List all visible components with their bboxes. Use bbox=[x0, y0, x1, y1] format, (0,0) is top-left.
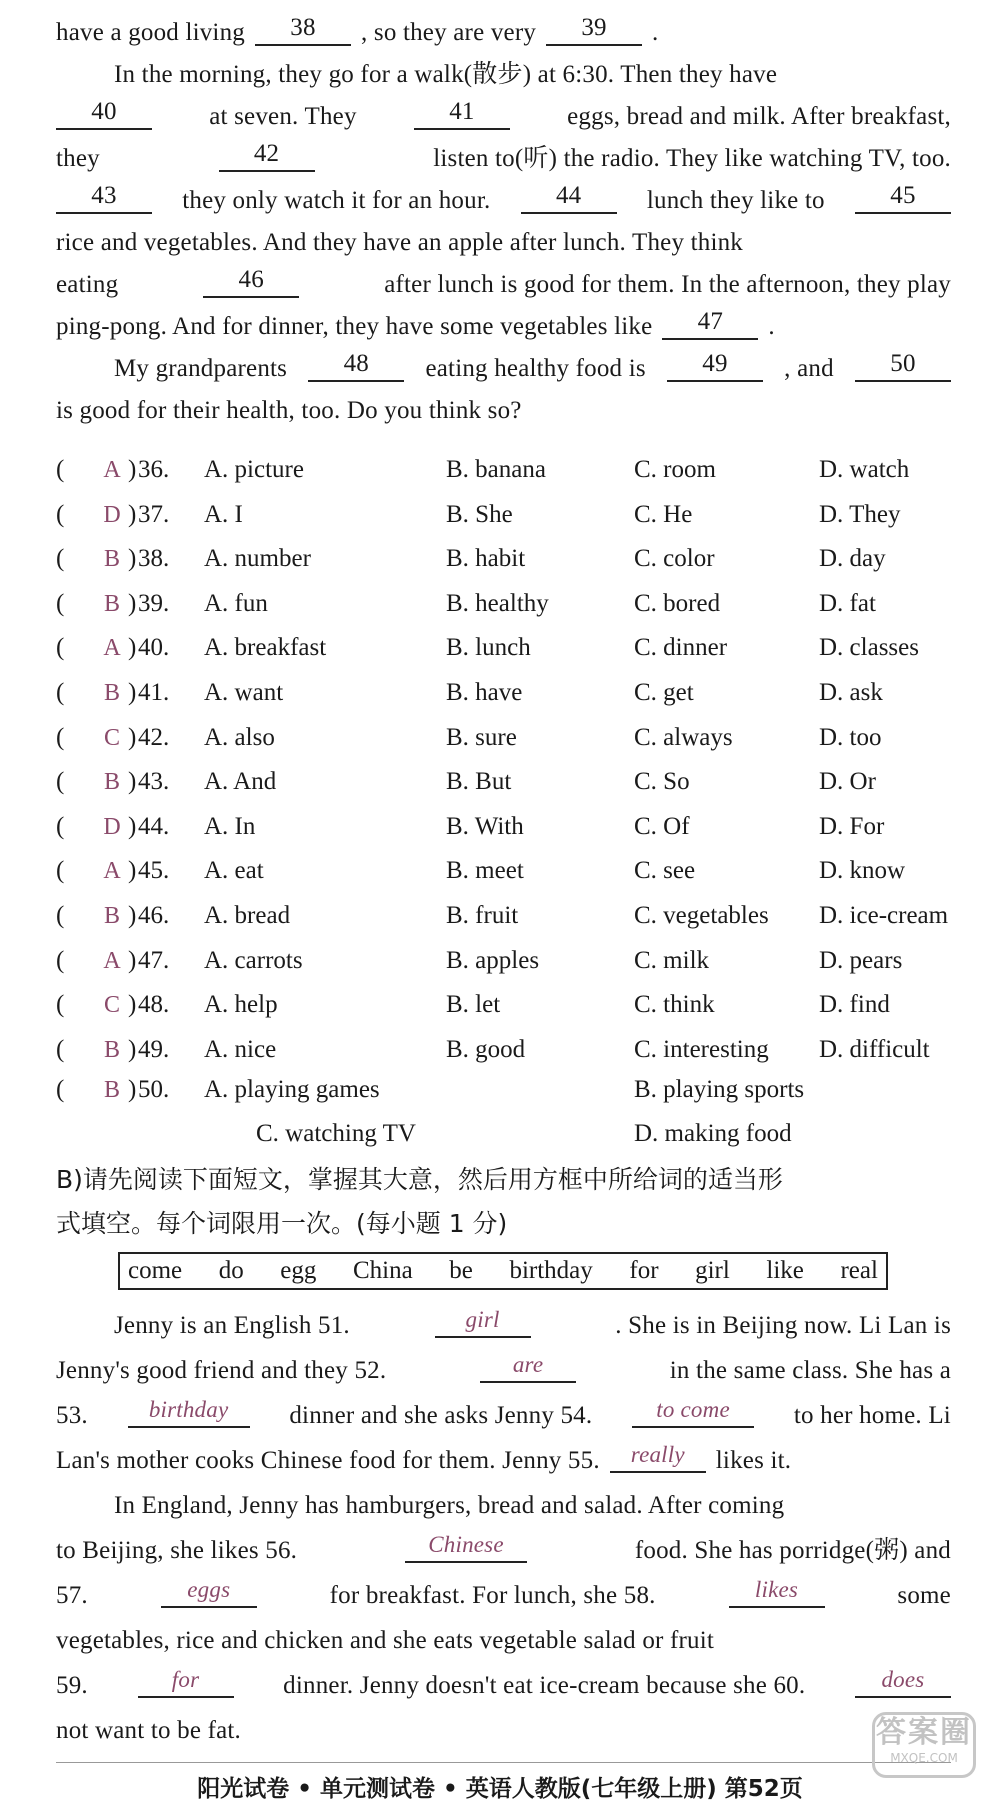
paren-close: ) bbox=[128, 991, 137, 1019]
paren-open: ( bbox=[56, 1035, 65, 1063]
option-c: C. So bbox=[634, 768, 690, 796]
text: they bbox=[56, 145, 100, 172]
question-number: 41. bbox=[138, 679, 170, 706]
word-bank-item: like bbox=[766, 1257, 804, 1284]
option-b: B. meet bbox=[446, 857, 524, 885]
option-d: D. watch bbox=[819, 456, 910, 483]
option-a: A. fun bbox=[204, 589, 268, 617]
blank-number: 45 bbox=[890, 182, 916, 209]
option-c: C. color bbox=[634, 545, 715, 573]
blank-58 bbox=[729, 1574, 825, 1608]
question-number: 46. bbox=[138, 902, 170, 929]
text: dinner. Jenny doesn't eat ice-cream because she 60. bbox=[283, 1672, 806, 1699]
question-row bbox=[56, 671, 956, 715]
text: rice and vegetables. And they have an apple after lunch. They think bbox=[56, 229, 743, 256]
blank-number: 38 bbox=[290, 14, 316, 41]
option-d: D. For bbox=[819, 812, 885, 840]
option-c: C. watching TV bbox=[256, 1120, 416, 1147]
word-bank-item: real bbox=[840, 1257, 878, 1284]
option-c: C. vegetables bbox=[634, 902, 769, 929]
option-c: C. always bbox=[634, 723, 733, 751]
question-row bbox=[56, 1028, 956, 1072]
text: to her home. Li bbox=[793, 1402, 951, 1429]
option-b: B. sure bbox=[446, 723, 517, 751]
question-number: 49. bbox=[138, 1035, 170, 1063]
answer-mark: A bbox=[103, 947, 121, 974]
question-row bbox=[56, 716, 956, 760]
passage-a-line-4 bbox=[56, 138, 951, 180]
question-row bbox=[56, 849, 956, 893]
option-b: B. fruit bbox=[446, 902, 519, 929]
option-d: D. pears bbox=[819, 946, 903, 974]
option-a: A. carrots bbox=[204, 946, 303, 974]
blank-number: 42 bbox=[253, 140, 280, 167]
paren-close: ) bbox=[128, 634, 137, 662]
paren-close: ) bbox=[128, 812, 137, 840]
blank-number: 44 bbox=[555, 182, 582, 209]
question-row bbox=[56, 493, 956, 537]
option-a: A. playing games bbox=[204, 1076, 380, 1103]
text: Lan's mother cooks Chinese food for them. Jenny 55. bbox=[56, 1447, 600, 1474]
option-d: D. find bbox=[819, 991, 890, 1019]
answer-mark: B bbox=[103, 546, 120, 573]
text: is good for their health, too. Do you think so? bbox=[56, 397, 522, 424]
text: My grandparents bbox=[114, 355, 288, 382]
option-a: A. picture bbox=[204, 456, 304, 483]
blank-52 bbox=[480, 1349, 576, 1383]
paren-open: ( bbox=[56, 723, 65, 751]
paren-close: ) bbox=[128, 857, 137, 885]
paren-close: ) bbox=[128, 1076, 137, 1103]
text: likes it. bbox=[715, 1447, 792, 1474]
text: in the same class. She has a bbox=[669, 1357, 951, 1384]
paren-open: ( bbox=[56, 589, 65, 617]
option-b: B. habit bbox=[446, 545, 526, 573]
question-number: 44. bbox=[138, 812, 170, 840]
blank-60 bbox=[855, 1664, 951, 1698]
watermark-logo bbox=[872, 1712, 976, 1778]
text: dinner and she asks Jenny 54. bbox=[289, 1402, 593, 1429]
option-b: B. But bbox=[446, 768, 512, 796]
option-b: B. good bbox=[446, 1035, 526, 1063]
text: listen to(听) the radio. They like watching TV, too. bbox=[433, 145, 951, 172]
blank-59 bbox=[138, 1664, 234, 1698]
passage-a-line-9 bbox=[56, 348, 951, 390]
word-bank-item: birthday bbox=[509, 1257, 593, 1284]
blank-53 bbox=[128, 1394, 250, 1428]
word-bank-item: China bbox=[352, 1257, 413, 1284]
question-number: 50. bbox=[138, 1076, 170, 1103]
handwritten-answer: really bbox=[630, 1442, 685, 1467]
option-b: B. With bbox=[446, 812, 524, 840]
question-number: 43. bbox=[138, 768, 170, 796]
option-b: B. She bbox=[446, 500, 513, 528]
paren-open: ( bbox=[56, 946, 65, 974]
option-d: D. day bbox=[819, 545, 886, 573]
footer-divider bbox=[56, 1762, 951, 1763]
paren-open: ( bbox=[56, 545, 65, 573]
text: 53. bbox=[56, 1402, 88, 1429]
question-50-line-2 bbox=[56, 1112, 956, 1156]
question-number: 40. bbox=[138, 634, 170, 662]
answer-mark: A bbox=[103, 457, 121, 483]
blank-number: 48 bbox=[343, 350, 369, 377]
answer-mark: A bbox=[103, 635, 121, 662]
option-c: C. interesting bbox=[634, 1035, 769, 1063]
option-d: D. too bbox=[819, 723, 882, 751]
answer-mark: B bbox=[103, 903, 120, 929]
word-bank-box bbox=[118, 1252, 888, 1290]
option-a: A. And bbox=[204, 768, 277, 796]
handwritten-answer: likes bbox=[754, 1577, 799, 1602]
passage-a-line-2 bbox=[56, 54, 951, 96]
blank-47 bbox=[662, 306, 758, 340]
paren-open: ( bbox=[56, 857, 65, 885]
text: , and bbox=[784, 355, 834, 382]
question-number: 48. bbox=[138, 991, 170, 1019]
answer-mark: B bbox=[103, 769, 120, 796]
passage-a-line-6 bbox=[56, 222, 951, 264]
question-number: 47. bbox=[138, 946, 170, 974]
text: 59. bbox=[56, 1672, 88, 1699]
paren-open: ( bbox=[56, 902, 65, 929]
text: , so they are very bbox=[360, 19, 537, 46]
text: to Beijing, she likes 56. bbox=[56, 1537, 298, 1564]
question-number: 39. bbox=[138, 589, 170, 617]
option-c: C. see bbox=[634, 857, 696, 885]
text: they only watch it for an hour. bbox=[182, 187, 491, 214]
word-bank-item: girl bbox=[695, 1257, 730, 1284]
paren-close: ) bbox=[128, 902, 137, 929]
passage-a-line-3 bbox=[56, 96, 951, 138]
text: In the morning, they go for a walk(散步) at 6:30. Then they have bbox=[114, 61, 778, 88]
blank-46 bbox=[203, 264, 299, 298]
paren-open: ( bbox=[56, 1076, 65, 1103]
option-c: C. room bbox=[634, 456, 716, 483]
text: 57. bbox=[56, 1582, 88, 1609]
option-a: A. nice bbox=[204, 1035, 277, 1063]
question-row bbox=[56, 939, 956, 983]
paren-open: ( bbox=[56, 991, 65, 1019]
text: ping-pong. And for dinner, they have some vegetables like bbox=[56, 313, 653, 340]
option-c: C. get bbox=[634, 679, 694, 706]
blank-number: 39 bbox=[581, 14, 607, 41]
blank-number: 49 bbox=[702, 350, 728, 377]
option-c: C. dinner bbox=[634, 634, 728, 662]
answer-mark: D bbox=[103, 813, 121, 840]
text: have a good living bbox=[56, 19, 245, 46]
option-b: B. lunch bbox=[446, 634, 531, 662]
blank-number: 50 bbox=[890, 350, 916, 377]
option-d: D. Or bbox=[819, 768, 876, 796]
text: . bbox=[768, 313, 775, 340]
blank-55 bbox=[610, 1439, 706, 1473]
option-b: B. let bbox=[446, 991, 501, 1019]
option-a: A. I bbox=[204, 500, 243, 528]
question-row bbox=[56, 626, 956, 670]
blank-48 bbox=[308, 348, 404, 382]
blank-43 bbox=[56, 180, 152, 214]
passage-b-line-4 bbox=[56, 1439, 951, 1484]
option-d: D. ask bbox=[819, 679, 883, 706]
question-number: 42. bbox=[138, 723, 170, 751]
option-d: D. making food bbox=[634, 1120, 792, 1147]
answer-mark: C bbox=[103, 724, 120, 751]
option-c: C. think bbox=[634, 991, 715, 1019]
text: . She is in Beijing now. Li Lan is bbox=[615, 1312, 951, 1339]
handwritten-answer: girl bbox=[465, 1307, 500, 1332]
text: lunch they like to bbox=[646, 187, 825, 214]
blank-49 bbox=[667, 348, 763, 382]
question-row bbox=[56, 894, 956, 938]
option-d: D. classes bbox=[819, 634, 919, 662]
paren-close: ) bbox=[128, 589, 137, 617]
text: eating bbox=[56, 271, 119, 298]
word-bank-item: do bbox=[218, 1257, 244, 1284]
option-d: D. They bbox=[819, 500, 901, 528]
option-b: B. healthy bbox=[446, 589, 549, 617]
passage-a bbox=[56, 12, 951, 432]
watermark-domain: MXQE.COM bbox=[890, 1751, 958, 1765]
option-d: D. ice-cream bbox=[819, 902, 949, 929]
blank-number: 40 bbox=[91, 98, 117, 125]
passage-a-line-8 bbox=[56, 306, 951, 348]
option-a: A. bread bbox=[204, 902, 291, 929]
text: for breakfast. For lunch, she 58. bbox=[329, 1582, 656, 1609]
text: Jenny's good friend and they 52. bbox=[56, 1357, 387, 1384]
paren-open: ( bbox=[56, 679, 65, 706]
handwritten-answer: are bbox=[512, 1352, 544, 1377]
question-number: 37. bbox=[138, 500, 170, 528]
text: . bbox=[652, 19, 659, 46]
option-d: D. know bbox=[819, 857, 906, 885]
blank-number: 47 bbox=[697, 308, 724, 335]
paren-open: ( bbox=[56, 634, 65, 662]
answer-mark: B bbox=[103, 1077, 120, 1103]
answer-mark: C bbox=[103, 992, 120, 1019]
passage-b-line-10 bbox=[56, 1709, 951, 1754]
option-b: B. banana bbox=[446, 456, 546, 483]
paren-close: ) bbox=[128, 1035, 137, 1063]
question-number: 38. bbox=[138, 545, 170, 573]
blank-number: 46 bbox=[238, 266, 264, 293]
answer-mark: A bbox=[103, 858, 121, 885]
passage-b-line-8 bbox=[56, 1619, 951, 1664]
blank-41 bbox=[414, 96, 510, 130]
passage-b-line-7 bbox=[56, 1574, 951, 1619]
option-c: C. milk bbox=[634, 946, 710, 974]
blank-number: 43 bbox=[91, 182, 117, 209]
watermark-text: 答案圈 bbox=[876, 1715, 972, 1750]
passage-a-line-1 bbox=[56, 12, 951, 54]
blank-number: 41 bbox=[449, 98, 475, 125]
option-c: C. bored bbox=[634, 589, 721, 617]
blank-54 bbox=[632, 1394, 754, 1428]
paren-close: ) bbox=[128, 946, 137, 974]
answer-mark: B bbox=[103, 1036, 120, 1063]
paren-close: ) bbox=[128, 723, 137, 751]
option-a: A. breakfast bbox=[204, 634, 327, 662]
blank-44 bbox=[521, 180, 617, 214]
question-row bbox=[56, 537, 956, 581]
option-a: A. eat bbox=[204, 857, 264, 885]
question-row bbox=[56, 760, 956, 804]
blank-51 bbox=[435, 1304, 531, 1338]
passage-b-line-5 bbox=[56, 1484, 951, 1529]
blank-38 bbox=[255, 12, 351, 46]
handwritten-answer: for bbox=[171, 1667, 200, 1692]
passage-b-line-3 bbox=[56, 1394, 951, 1439]
option-a: A. also bbox=[204, 723, 275, 751]
blank-50 bbox=[855, 348, 951, 382]
blank-57 bbox=[161, 1574, 257, 1608]
blank-56 bbox=[405, 1529, 527, 1563]
answer-mark: B bbox=[103, 680, 120, 706]
passage-b-line-2 bbox=[56, 1349, 951, 1394]
word-bank-item: be bbox=[449, 1257, 473, 1284]
passage-b bbox=[56, 1304, 951, 1754]
instruction-line-2: 式填空。每个词限用一次。(每小题 1 分) bbox=[56, 1209, 508, 1238]
paren-open: ( bbox=[56, 456, 65, 483]
passage-b-line-1 bbox=[56, 1304, 951, 1349]
question-number: 36. bbox=[138, 456, 170, 483]
passage-b-line-6 bbox=[56, 1529, 951, 1574]
paren-close: ) bbox=[128, 768, 137, 796]
word-bank-item: come bbox=[128, 1257, 183, 1284]
paren-open: ( bbox=[56, 500, 65, 528]
option-c: C. Of bbox=[634, 812, 690, 840]
question-row bbox=[56, 582, 956, 626]
question-row bbox=[56, 448, 956, 492]
paren-open: ( bbox=[56, 768, 65, 796]
passage-b-line-9 bbox=[56, 1664, 951, 1709]
passage-a-line-10 bbox=[56, 390, 951, 432]
handwritten-answer: Chinese bbox=[428, 1532, 504, 1557]
handwritten-answer: does bbox=[881, 1667, 925, 1692]
passage-a-line-7 bbox=[56, 264, 951, 306]
text: at seven. They bbox=[209, 103, 357, 130]
blank-40 bbox=[56, 96, 152, 130]
option-c: C. He bbox=[634, 500, 693, 528]
option-d: D. fat bbox=[819, 589, 876, 617]
text: eggs, bread and milk. After breakfast, bbox=[567, 103, 951, 130]
option-a: A. In bbox=[204, 812, 256, 840]
text: Jenny is an English 51. bbox=[114, 1312, 350, 1339]
word-bank-item: egg bbox=[280, 1257, 317, 1284]
answer-mark: B bbox=[103, 590, 120, 617]
text: vegetables, rice and chicken and she eats vegetable salad or fruit bbox=[56, 1627, 715, 1654]
section-b-instruction bbox=[56, 1158, 951, 1246]
text: In England, Jenny has hamburgers, bread and salad. After coming bbox=[114, 1492, 785, 1519]
text: after lunch is good for them. In the afternoon, they play bbox=[384, 271, 951, 298]
handwritten-answer: to come bbox=[656, 1397, 730, 1422]
blank-39 bbox=[546, 12, 642, 46]
word-bank-item: for bbox=[629, 1257, 659, 1284]
text: some bbox=[897, 1582, 951, 1609]
paren-close: ) bbox=[128, 500, 137, 528]
answer-mark: D bbox=[103, 501, 121, 528]
question-50 bbox=[56, 1068, 956, 1112]
handwritten-answer: birthday bbox=[148, 1397, 229, 1422]
page-footer: 阳光试卷 • 单元测试卷 • 英语人教版(七年级上册) 第52页 bbox=[197, 1776, 803, 1802]
question-row bbox=[56, 983, 956, 1027]
option-a: A. help bbox=[204, 991, 278, 1019]
instruction-line-1: B)请先阅读下面短文，掌握其大意，然后用方框中所给词的适当形 bbox=[56, 1165, 783, 1194]
passage-a-line-5 bbox=[56, 180, 951, 222]
blank-45 bbox=[855, 180, 951, 214]
paren-close: ) bbox=[128, 545, 137, 573]
text: eating healthy food is bbox=[425, 355, 646, 382]
paren-open: ( bbox=[56, 812, 65, 840]
paren-close: ) bbox=[128, 456, 137, 483]
paren-close: ) bbox=[128, 679, 137, 706]
text: food. She has porridge(粥) and bbox=[634, 1537, 951, 1564]
option-a: A. number bbox=[204, 545, 311, 573]
blank-42 bbox=[219, 138, 315, 172]
option-a: A. want bbox=[204, 679, 284, 706]
question-number: 45. bbox=[138, 857, 170, 885]
option-b: B. playing sports bbox=[634, 1076, 805, 1103]
handwritten-answer: eggs bbox=[187, 1577, 231, 1602]
question-row bbox=[56, 805, 956, 849]
option-d: D. difficult bbox=[819, 1035, 930, 1063]
option-b: B. apples bbox=[446, 946, 540, 974]
option-b: B. have bbox=[446, 679, 523, 706]
text: not want to be fat. bbox=[56, 1717, 242, 1744]
